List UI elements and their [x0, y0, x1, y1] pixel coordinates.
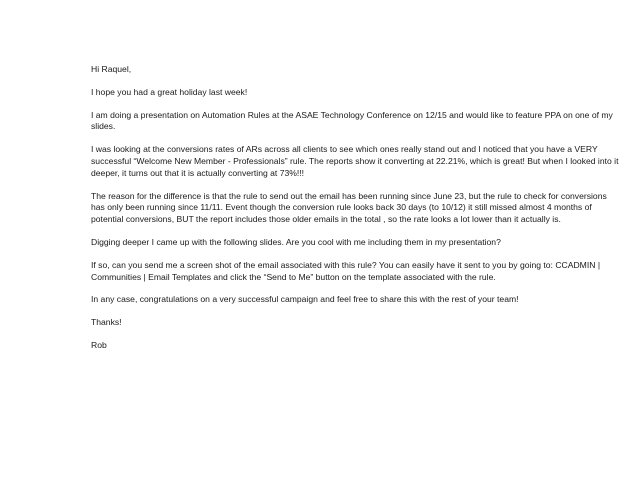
- paragraph-holiday: I hope you had a great holiday last week!: [91, 86, 248, 97]
- paragraph-slides: Digging deeper I came up with the following slides. Are you cool with me including them in my presentation?: [91, 236, 501, 247]
- email-closing: Thanks!: [91, 317, 122, 328]
- paragraph-reason: The reason for the difference is that the rule to send out the email has been running since June 23, but the rule to check for conversions has only been running since 11/11. Event though the conversion rule looks back 30 days (to 10/12) it still missed almost 4 months of potential conversions, BUT the report includes those older emails in the total , so the rate looks a lot lower than it actually is.: [91, 190, 607, 225]
- paragraph-congratulations: In any case, congratulations on a very successful campaign and feel free to share this with the rest of your team!: [91, 294, 519, 305]
- email-body: [91, 64, 621, 352]
- paragraph-screenshot-request: If so, can you send me a screen shot of the email associated with this rule? You can easily have it sent to you by going to: CCADMIN | Communities | Email Templates and click the “Send to Me” button on the template associated with the rule.: [91, 259, 601, 282]
- email-greeting: Hi Raquel,: [91, 64, 132, 74]
- paragraph-presentation: I am doing a presentation on Automation Rules at the ASAE Technology Conference on 12/15 and would like to feature PPA on one of my slides.: [91, 109, 613, 132]
- email-signature: Rob: [91, 339, 107, 350]
- paragraph-conversion-rates: I was looking at the conversions rates of ARs across all clients to see which ones really stand out and I noticed that you have a VERY successful “Welcome New Member - Professionals” rule. The reports show it converting at 22.21%, which is great! But when I looked into it deeper, it turns out that it is actually converting at 73%!!!: [91, 144, 619, 178]
